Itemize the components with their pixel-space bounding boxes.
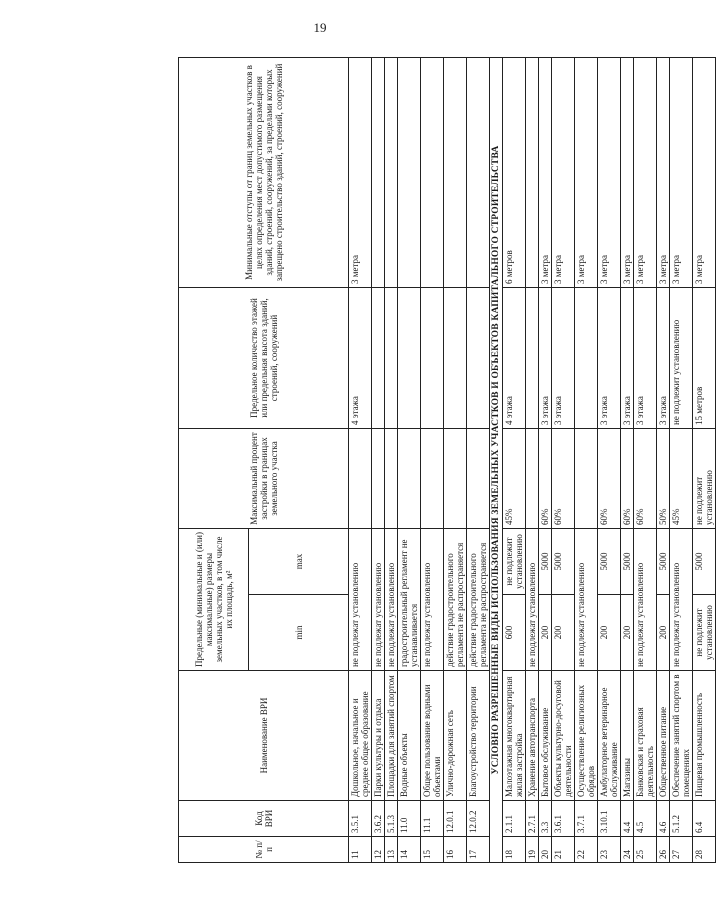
- row-name: Объекты культурно-досуговой деятельности: [552, 671, 575, 801]
- row-code: 12.0.1: [444, 801, 467, 837]
- row-percent: [349, 429, 372, 529]
- row-code: 2.7.1: [526, 801, 539, 837]
- row-code: 12.0.2: [467, 801, 490, 837]
- row-floors: 4 этажа: [503, 288, 526, 429]
- row-name: Общее пользование водными объектами: [421, 671, 444, 801]
- row-floors: [526, 288, 539, 429]
- row-code: 3.6.1: [552, 801, 575, 837]
- row-setback: 3 метра: [621, 58, 634, 288]
- row-percent: не подлежит установлению: [693, 429, 716, 529]
- section-body: [490, 58, 503, 863]
- row-code: 11.0: [398, 801, 421, 837]
- row-name: Малоэтажная многоквартирная жилая застройка: [503, 671, 526, 801]
- row-setback: [372, 58, 385, 288]
- table-row: [421, 58, 444, 863]
- row-setback: [421, 58, 444, 288]
- table-row: [467, 58, 490, 863]
- header-max: max: [249, 529, 349, 595]
- row-setback: 3 метра: [349, 58, 372, 288]
- permitted-uses-body: [349, 58, 490, 863]
- row-floors: [398, 288, 421, 429]
- row-setback: [398, 58, 421, 288]
- row-setback: 3 метра: [539, 58, 552, 288]
- regulations-table: [178, 57, 716, 863]
- table-row: [598, 58, 621, 863]
- row-setback: [385, 58, 398, 288]
- row-area-max: 5000: [598, 529, 621, 595]
- row-num: 11: [349, 837, 372, 863]
- row-floors: 3 этажа: [539, 288, 552, 429]
- row-num: 26: [657, 837, 670, 863]
- row-area-span: не подлежат установлению: [526, 529, 539, 671]
- row-area-span: не подлежат установлению: [634, 529, 657, 671]
- page-number: 19: [313, 20, 327, 35]
- row-setback: 3 метра: [552, 58, 575, 288]
- row-code: 4.4: [621, 801, 634, 837]
- row-name: Хранение автотранспорта: [526, 671, 539, 801]
- row-floors: 3 этажа: [621, 288, 634, 429]
- row-num: 12: [372, 837, 385, 863]
- header-num: № п/п: [179, 837, 349, 863]
- row-code: 6.4: [693, 801, 716, 837]
- header-percent: Максимальный процент застройки в границах земельного участка: [179, 429, 349, 529]
- row-percent: 60%: [552, 429, 575, 529]
- row-num: 18: [503, 837, 526, 863]
- row-num: 21: [552, 837, 575, 863]
- row-num: 22: [575, 837, 598, 863]
- row-area-span: не подлежат установлению: [670, 529, 693, 671]
- table-header: [179, 58, 349, 863]
- row-name: Банковская и страховая деятельность: [634, 671, 657, 801]
- row-setback: 3 метра: [634, 58, 657, 288]
- row-percent: 60%: [539, 429, 552, 529]
- header-setback: Минимальные отступы от границ земельных участков в целях определения мест допустимого размещения зданий, строений, сооружений, за пределами которых запрещено строительство зданий, строений, сооружений: [179, 58, 349, 288]
- row-floors: [575, 288, 598, 429]
- row-percent: 50%: [657, 429, 670, 529]
- row-code: 11.1: [421, 801, 444, 837]
- table-row: [552, 58, 575, 863]
- row-setback: [444, 58, 467, 288]
- row-area-span: не подлежат установлению: [575, 529, 598, 671]
- row-name: Магазины: [621, 671, 634, 801]
- row-num: 13: [385, 837, 398, 863]
- row-area-span: не подлежат установлению: [349, 529, 372, 671]
- row-num: 15: [421, 837, 444, 863]
- row-percent: 60%: [621, 429, 634, 529]
- row-code: 2.1.1: [503, 801, 526, 837]
- row-num: 23: [598, 837, 621, 863]
- row-area-min: 200: [657, 595, 670, 671]
- row-area-min: 600: [503, 595, 526, 671]
- row-area-span: действие градостроительного регламента не распространяется: [444, 529, 467, 671]
- table-row: [398, 58, 421, 863]
- row-area-span: не подлежат установлению: [385, 529, 398, 671]
- row-area-min: не подлежит установлению: [693, 595, 716, 671]
- row-percent: [444, 429, 467, 529]
- row-area-max: 5000: [552, 529, 575, 595]
- row-area-max: 5000: [539, 529, 552, 595]
- row-percent: [385, 429, 398, 529]
- row-floors: 3 этажа: [598, 288, 621, 429]
- header-min: min: [249, 595, 349, 671]
- row-name: Обеспечение занятий спортом в помещениях: [670, 671, 693, 801]
- section-title: УСЛОВНО РАЗРЕШЕННЫЕ ВИДЫ ИСПОЛЬЗОВАНИЯ ЗЕМЕЛЬНЫХ УЧАСТКОВ И ОБЪЕКТОВ КАПИТАЛЬНОГО СТРОИТЕЛЬСТВА: [490, 58, 503, 863]
- row-num: 25: [634, 837, 657, 863]
- row-floors: 3 этажа: [634, 288, 657, 429]
- row-percent: [526, 429, 539, 529]
- row-area-min: 200: [598, 595, 621, 671]
- row-name: Улично-дорожная сеть: [444, 671, 467, 801]
- row-area-span: не подлежат установлению: [421, 529, 444, 671]
- table-row: [621, 58, 634, 863]
- row-percent: 60%: [634, 429, 657, 529]
- table-row: [693, 58, 716, 863]
- row-code: 3.3: [539, 801, 552, 837]
- row-area-min: 200: [621, 595, 634, 671]
- table-row: [526, 58, 539, 863]
- row-floors: 3 этажа: [657, 288, 670, 429]
- row-num: 27: [670, 837, 693, 863]
- row-setback: 3 метра: [657, 58, 670, 288]
- row-floors: [467, 288, 490, 429]
- row-setback: 3 метра: [598, 58, 621, 288]
- row-name: Водные объекты: [398, 671, 421, 801]
- row-code: 4.6: [657, 801, 670, 837]
- row-percent: 45%: [503, 429, 526, 529]
- row-floors: 4 этажа: [349, 288, 372, 429]
- row-name: Пищевая промышленность: [693, 671, 716, 801]
- row-floors: [421, 288, 444, 429]
- row-percent: [421, 429, 444, 529]
- row-name: Благоустройство территории: [467, 671, 490, 801]
- row-name: Дошкольное, начальное и среднее общее образование: [349, 671, 372, 801]
- conditional-uses-body: [503, 58, 716, 863]
- row-area-max: 5000: [657, 529, 670, 595]
- row-area-span: не подлежат установлению: [372, 529, 385, 671]
- row-setback: [526, 58, 539, 288]
- row-setback: 3 метра: [670, 58, 693, 288]
- row-setback: 3 метра: [575, 58, 598, 288]
- row-percent: [372, 429, 385, 529]
- header-floors: Предельное количество этажей или предельная высота зданий, строений, сооружений: [179, 288, 349, 429]
- row-num: 19: [526, 837, 539, 863]
- row-percent: [575, 429, 598, 529]
- row-percent: 60%: [598, 429, 621, 529]
- row-area-span: градостроительный регламент не устанавливается: [398, 529, 421, 671]
- header-name: Наименование ВРИ: [179, 671, 349, 801]
- row-num: 20: [539, 837, 552, 863]
- row-area-max: 5000: [621, 529, 634, 595]
- rotated-content: [178, 58, 714, 863]
- row-percent: [467, 429, 490, 529]
- table-row: [349, 58, 372, 863]
- table-row: [670, 58, 693, 863]
- row-percent: 45%: [670, 429, 693, 529]
- row-name: Общественное питание: [657, 671, 670, 801]
- row-name: Парки культуры и отдыха: [372, 671, 385, 801]
- row-name: Площадки для занятий спортом: [385, 671, 398, 801]
- row-floors: [444, 288, 467, 429]
- row-name: Амбулаторное ветеринарное обслуживание: [598, 671, 621, 801]
- row-num: 17: [467, 837, 490, 863]
- table-row: [539, 58, 552, 863]
- table-row: [657, 58, 670, 863]
- row-area-max: не подлежит установлению: [503, 529, 526, 595]
- row-name: Бытовое обслуживание: [539, 671, 552, 801]
- row-floors: не подлежит установлению: [670, 288, 693, 429]
- row-area-min: 200: [552, 595, 575, 671]
- row-num: 14: [398, 837, 421, 863]
- row-code: 3.5.1: [349, 801, 372, 837]
- table-row: [385, 58, 398, 863]
- row-area-span: действие градостроительного регламента не распространяется: [467, 529, 490, 671]
- header-area: Предельные (минимальные и (или) максимальные) размеры земельных участков, в том числе их площадь, м²: [179, 529, 249, 671]
- row-percent: [398, 429, 421, 529]
- row-num: 16: [444, 837, 467, 863]
- row-floors: [372, 288, 385, 429]
- row-code: 3.7.1: [575, 801, 598, 837]
- row-name: Осуществление религиозных обрядов: [575, 671, 598, 801]
- row-code: 3.10.1: [598, 801, 621, 837]
- row-setback: 6 метров: [503, 58, 526, 288]
- table-row: [503, 58, 526, 863]
- table-row: [444, 58, 467, 863]
- row-area-max: 5000: [693, 529, 716, 595]
- row-code: 5.1.3: [385, 801, 398, 837]
- table-row: [634, 58, 657, 863]
- table-row: [575, 58, 598, 863]
- row-code: 5.1.2: [670, 801, 693, 837]
- row-num: 28: [693, 837, 716, 863]
- row-floors: 3 этажа: [552, 288, 575, 429]
- row-code: 4.5: [634, 801, 657, 837]
- row-setback: [467, 58, 490, 288]
- row-area-min: 200: [539, 595, 552, 671]
- row-code: 3.6.2: [372, 801, 385, 837]
- header-code: Код ВРИ: [179, 801, 349, 837]
- row-floors: 15 метров: [693, 288, 716, 429]
- row-floors: [385, 288, 398, 429]
- table-row: [372, 58, 385, 863]
- row-setback: 3 метра: [693, 58, 716, 288]
- row-num: 24: [621, 837, 634, 863]
